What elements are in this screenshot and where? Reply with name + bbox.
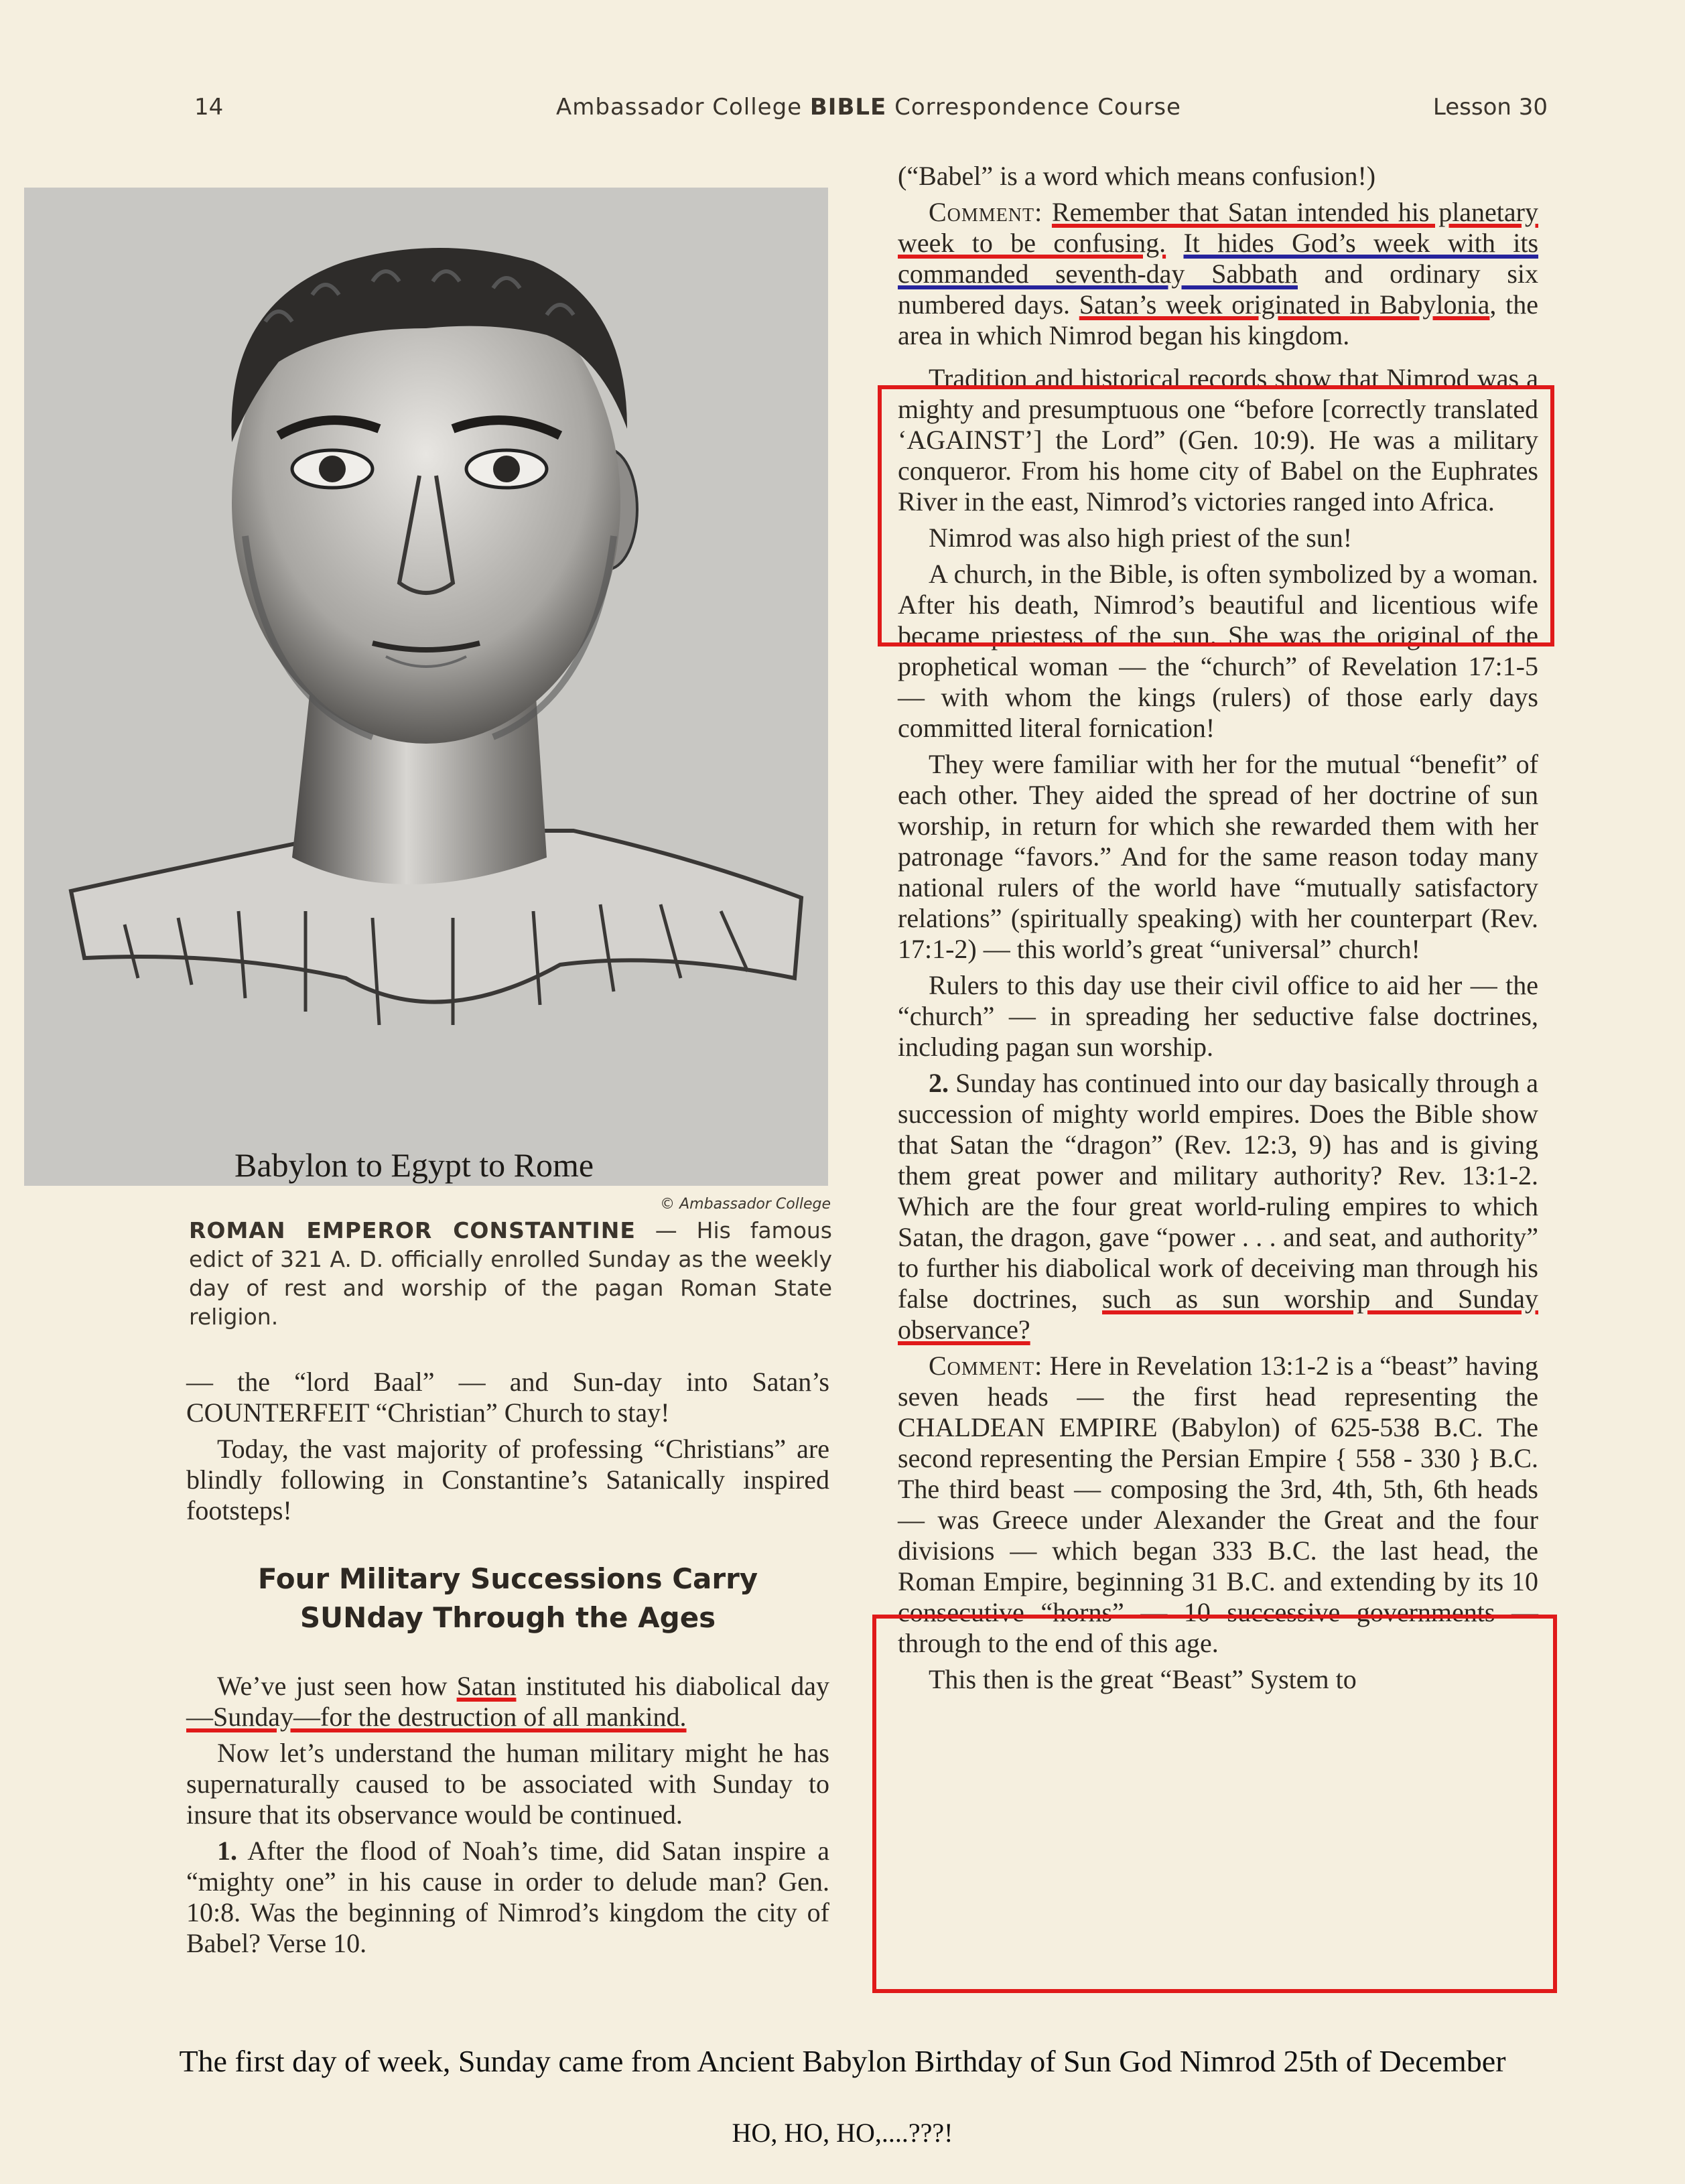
question-1-text: After the flood of Noah’s time, did Satan inspire a “mighty one” in his cause in order to delude man? Gen. 10:8. Was the beginning of Nimrod’s kingdom the city of Babel? Verse 10.	[186, 1836, 829, 1958]
question-2-text: Sunday has continued into our day basically through a succession of mighty world empires. Does the Bible show that Satan the “dragon” (Rev. 12:3, 9) has and is giving them great power and military authority? Rev. 13:1-2. Which are the four great world-ruling empires to which Satan, the dragon, gave “power . . . and seat, and authority” to further his diabolical work of deceiving man through his false doctrines,	[898, 1068, 1538, 1314]
p3-part-b: instituted his diabolical day	[516, 1671, 829, 1701]
question-2-red-underline: such as sun worship and Sunday observance?	[898, 1284, 1538, 1345]
course-title-post: Correspondence Course	[886, 94, 1181, 121]
footer-ho-ho: HO, HO, HO,....???!	[732, 2118, 953, 2148]
question-2	[898, 1068, 1538, 1345]
lesson-label: Lesson 30	[1432, 94, 1548, 121]
cutoff-line: This then is the great “Beast” System to	[929, 1664, 1357, 1694]
comment-2-text: Here in Revelation 13:1-2 is a “beast” having seven heads — the first head representing the CHALDEAN EMPIRE (Babylon) of 625-538 B.C. The second representing the Persian Empire { 558 - 330 } B.C. The third beast — composing the 3rd, 4th, 5th, 6th heads — was Greece under Alexander the Great and the four divisions — which began 333 B.C. the last head, the Roman Empire, beginning 31 B.C. and extending by its 10 consecutive “horns” — 10 successive governments — through to the end of this age.	[898, 1351, 1538, 1658]
section-title-line-1: Four Military Successions Carry	[257, 1562, 758, 1595]
p3-part-a: We’ve just seen how	[217, 1671, 457, 1701]
comment-2	[898, 1351, 1538, 1659]
comment-1-end: , the area in which Nimrod began his kingdom.	[898, 289, 1539, 350]
tradition-paragraph: Tradition and historical records show that Nimrod was a mighty and presumptuous one “before [correctly translated ‘AGAINST’] the Lord” (Gen. 10:9). He was a military conqueror. From his home city of Babel on the Euphrates River in the east, Nimrod’s victories ranged into Africa.	[898, 363, 1538, 517]
page-number: 14	[194, 94, 224, 121]
left-paragraph-1: — the “lord Baal” — and Sun-day into Satan’s COUNTERFEIT “Christian” Church to stay!	[186, 1367, 829, 1428]
left-paragraph-3	[186, 1671, 829, 1732]
comment-1-red-underline: Remember that Satan intended his planetary week to be confusing.	[898, 197, 1538, 258]
babel-paragraph: (“Babel” is a word which means confusion!)	[898, 161, 1376, 191]
comment-2-label: Comment:	[929, 1351, 1043, 1381]
image-caption	[189, 1216, 832, 1331]
photo-overlay-caption: Babylon to Egypt to Rome	[234, 1146, 594, 1184]
question-1	[186, 1836, 829, 1959]
comment-1-mid: and ordinary six numbered days.	[898, 259, 1538, 320]
page-header	[194, 94, 1548, 134]
rulers-paragraph: Rulers to this day use their civil office to aid her — the “church” — in spreading her seductive false doctrines, including pagan sun worship.	[898, 970, 1538, 1062]
section-title	[186, 1560, 829, 1637]
question-2-number: 2.	[929, 1068, 949, 1098]
question-1-number: 1.	[217, 1836, 237, 1866]
comment-1-blue-underline: It hides God’s week with its commanded seventh-day Sabbath	[898, 228, 1539, 289]
footer-annotation: The first day of week, Sunday came from Ancient Babylon Birthday of Sun God Nimrod 25th of December	[179, 2044, 1506, 2078]
course-title-pre: Ambassador College	[556, 94, 810, 121]
copyright-notice: © Ambassador College	[660, 1196, 831, 1213]
comment-1	[898, 197, 1538, 351]
left-paragraph-2: Today, the vast majority of professing “Christians” are blindly following in Constantine’s Satanically inspired footsteps!	[186, 1434, 829, 1525]
church-paragraph: A church, in the Bible, is often symbolized by a woman. After his death, Nimrod’s beautiful and licentious wife became priestess of the sun. She was the original of the prophetical woman — the “church” of Revelation 17:1-5 — with whom the kings (rulers) of those early days committed literal fornication!	[898, 559, 1538, 743]
course-title-bold: BIBLE	[809, 94, 887, 121]
right-column	[898, 161, 1538, 1700]
p3-part-c-underlined: —Sunday—for the destruction of all mankind.	[186, 1702, 687, 1732]
portrait-drawing	[24, 188, 828, 1186]
comment-1-label: Comment:	[929, 197, 1043, 227]
comment-1-red-underline-2: Satan’s week originated in Babylonia	[1079, 289, 1490, 320]
section-title-line-2: SUNday Through the Ages	[299, 1601, 716, 1634]
constantine-portrait	[24, 188, 828, 1186]
caption-text: — His famous edict of 321 A. D. officially enrolled Sunday as the weekly day of rest and worship of the pagan Roman State religion.	[189, 1217, 832, 1330]
caption-bold: ROMAN EMPEROR CONSTANTINE	[189, 1217, 636, 1243]
familiar-paragraph: They were familiar with her for the mutual “benefit” of each other. They aided the spread of her doctrine of sun worship, in return for which she rewarded them with her patronage “favors.” And for the same reason today many national rulers of the world have “mutually satisfactory relations” (spiritually speaking) with her counterpart (Rev. 17:1-2) — this world’s great “universal” church!	[898, 749, 1538, 964]
course-title	[556, 94, 1181, 121]
left-column	[186, 1367, 829, 1964]
high-priest-paragraph: Nimrod was also high priest of the sun!	[929, 523, 1353, 553]
p3-satan-underlined: Satan	[456, 1671, 517, 1701]
left-paragraph-4: Now let’s understand the human military might he has supernaturally caused to be associated with Sunday to insure that its observance would be continued.	[186, 1738, 829, 1830]
